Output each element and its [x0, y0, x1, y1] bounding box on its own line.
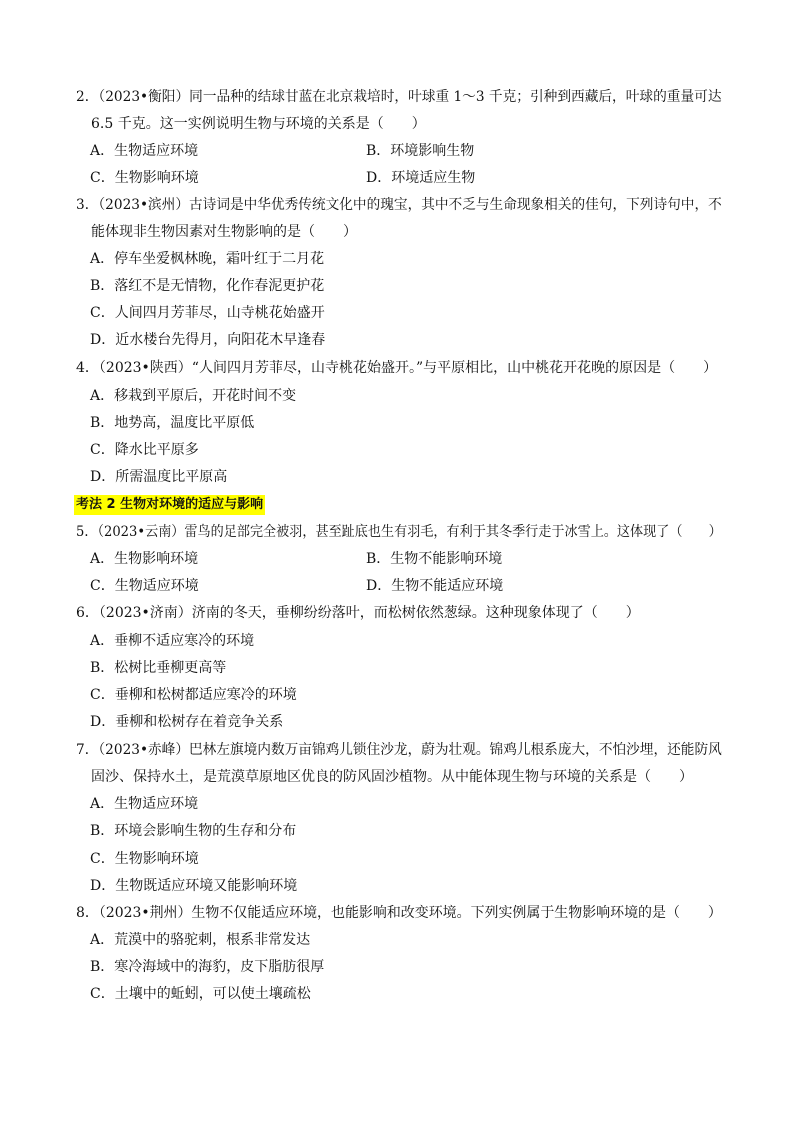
question-3-text-line-2: 能体现非生物因素对生物影响的是（ ）: [91, 224, 357, 240]
question-3-option-d: D．近水楼台先得月，向阳花木早逢春: [90, 332, 326, 348]
question-6-option-a: A．垂柳不适应寒冷的环境: [90, 633, 255, 649]
question-4-text-line-1: 4．（2023•陕西）“人间四月芳菲尽，山寺桃花始盛开。”与平原相比，山中桃花开花晚的原因是（ ）: [76, 360, 718, 376]
question-6-option-d: D．垂柳和松树存在着竞争关系: [90, 714, 284, 730]
question-8-text-line-1: 8．（2023•荆州）生物不仅能适应环境，也能影响和改变环境。下列实例属于生物影响环境的是（ ）: [76, 905, 722, 921]
question-3-option-a: A．停车坐爱枫林晚，霜叶红于二月花: [90, 251, 325, 267]
question-2-option-a: A．生物适应环境: [90, 143, 199, 159]
question-2-option-c: C．生物影响环境: [90, 170, 199, 186]
question-8-option-b: B．寒冷海域中的海豹，皮下脂肪很厚: [90, 959, 325, 975]
question-7-text-line-1: 7．（2023•赤峰）巴林左旗境内数万亩锦鸡儿锁住沙龙，蔚为壮观。锦鸡儿根系庞大，不怕沙埋，还能防风: [76, 742, 722, 758]
question-5-option-d: D．生物不能适应环境: [366, 578, 504, 594]
question-3-option-b: B．落红不是无情物，化作春泥更护花: [90, 278, 325, 294]
question-6-option-c: C．垂柳和松树都适应寒冷的环境: [90, 687, 297, 703]
question-7-option-a: A．生物适应环境: [90, 796, 199, 812]
question-6-text-line-1: 6．（2023•济南）济南的冬天，垂柳纷纷落叶，而松树依然葱绿。这种现象体现了（ ）: [76, 605, 640, 621]
question-3-option-c: C．人间四月芳菲尽，山寺桃花始盛开: [90, 305, 325, 321]
question-4-option-d: D．所需温度比平原高: [90, 469, 228, 485]
question-5-option-a: A．生物影响环境: [90, 551, 199, 567]
question-5-text-line-1: 5．（2023•云南）雷鸟的足部完全被羽，甚至趾底也生有羽毛，有利于其冬季行走于冰雪上。这体现了（ ）: [76, 524, 722, 540]
question-7-option-b: B．环境会影响生物的生存和分布: [90, 823, 297, 839]
section-heading: 考法 2 生物对环境的适应与影响: [74, 495, 265, 515]
question-6-option-b: B．松树比垂柳更高等: [90, 660, 227, 676]
question-4-option-c: C．降水比平原多: [90, 442, 199, 458]
question-4-option-a: A．移栽到平原后，开花时间不变: [90, 388, 297, 404]
question-2-text-line-1: 2．（2023•衡阳）同一品种的结球甘蓝在北京栽培时，叶球重 1～3 千克；引种到西藏后，叶球的重量可达: [76, 89, 722, 105]
question-5-option-b: B．生物不能影响环境: [366, 551, 503, 567]
question-2-option-b: B．环境影响生物: [366, 143, 475, 159]
question-8-option-a: A．荒漠中的骆驼刺，根系非常发达: [90, 932, 311, 948]
question-5-option-c: C．生物适应环境: [90, 578, 199, 594]
question-2-text-line-2: 6.5 千克。这一实例说明生物与环境的关系是（ ）: [91, 116, 426, 132]
question-7-option-c: C．生物影响环境: [90, 851, 199, 867]
question-3-text-line-1: 3．（2023•滨州）古诗词是中华优秀传统文化中的瑰宝，其中不乏与生命现象相关的佳句，下列诗句中，不: [76, 197, 722, 213]
question-7-text-line-2: 固沙、保持水土，是荒漠草原地区优良的防风固沙植物。从中能体现生物与环境的关系是（ ）: [91, 769, 693, 785]
question-8-option-c: C．土壤中的蚯蚓，可以使土壤疏松: [90, 986, 311, 1002]
question-7-option-d: D．生物既适应环境又能影响环境: [90, 878, 298, 894]
question-4-option-b: B．地势高，温度比平原低: [90, 415, 255, 431]
question-2-option-d: D．环境适应生物: [366, 170, 476, 186]
